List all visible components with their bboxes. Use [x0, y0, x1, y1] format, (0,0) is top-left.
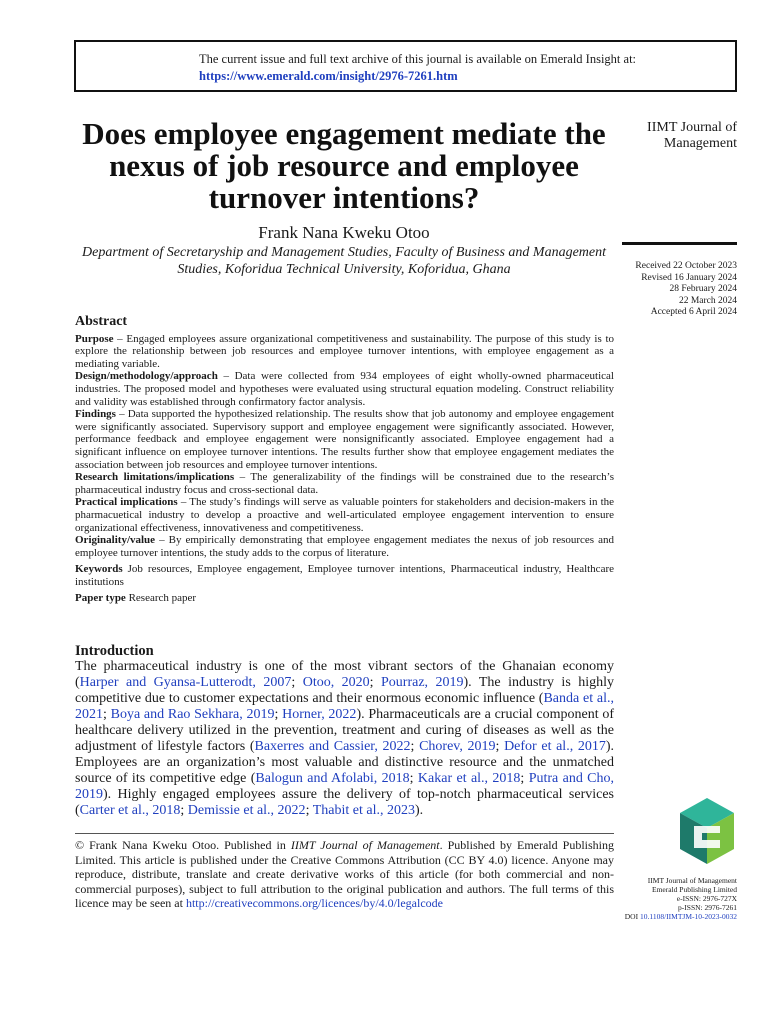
abstract-paper-type: [75, 592, 614, 605]
paper-type-label: Paper type: [75, 592, 126, 605]
abstract-heading: Abstract: [75, 314, 128, 329]
doi-link[interactable]: 10.1108/IIMTJM-10-2023-0032: [639, 912, 737, 921]
date-revised-3: 22 March 2024: [678, 295, 737, 306]
journal-name-line2: Management: [663, 136, 737, 151]
article-title: Does employee engagement mediate the nexus of job resource and employee turnover intentions?: [82, 116, 606, 215]
copyright-journal-name: IIMT Journal of Management: [290, 838, 440, 852]
citation-link[interactable]: Banda et al., 2021: [75, 691, 614, 722]
abstract-originality: [75, 534, 614, 559]
copyright-notice: [75, 838, 614, 911]
citation-sep: ;: [520, 771, 529, 786]
license-url-link[interactable]: http://creativecommons.org/licences/by/4.0/legalcode: [185, 896, 443, 910]
citation-link[interactable]: Demissie et al., 2022: [187, 803, 306, 818]
citation-sep: ;: [274, 707, 283, 722]
citation-link[interactable]: Defor et al., 2017: [504, 739, 606, 754]
abstract-findings: [75, 408, 614, 471]
citation-sep: ;: [409, 771, 418, 786]
copyright-paragraph: [75, 838, 614, 911]
date-revised-2: 28 February 2024: [669, 284, 737, 294]
limitations-label: Research limitations/implications: [75, 471, 235, 484]
author-affiliation: Department of Secretaryship and Management Studies, Faculty of Business and Management Studies, Koforidua Technical University, Koforidua, Ghana: [82, 245, 606, 277]
sidebar-divider: [622, 242, 737, 245]
pub-pissn: p-ISSN: 2976-7261: [678, 903, 737, 912]
intro-text-6: ).: [414, 803, 424, 818]
keywords-label: Keywords: [75, 563, 123, 576]
citation-link[interactable]: Harper and Gyansa-Lutterodt, 2007: [79, 675, 292, 690]
citation-sep: ;: [305, 803, 313, 818]
purpose-text: – Engaged employees assure organizational competitiveness and sustainability. The purpose of this study is to explore the relationship between job resources and employee turnover intentions, with employee engagement as a mediating variable.: [75, 332, 614, 370]
archive-url-link[interactable]: https://www.emerald.com/insight/2976-7261.htm: [199, 69, 458, 83]
citation-link[interactable]: Pourraz, 2019: [381, 675, 464, 690]
intro-text-2: ). The industry is highly competitive due to customer expectations and their enormous economic influence (: [75, 675, 614, 706]
intro-text-3: ). Pharmaceuticals are a crucial component of healthcare delivery utilized in the prevention, treatment and curing of diseases as well as the adjustment of lifestyle factors (: [75, 707, 614, 754]
date-revised-1: Revised 16 January 2024: [641, 272, 737, 283]
design-label: Design/methodology/approach: [75, 370, 218, 383]
keywords-text: Job resources, Employee engagement, Employee turnover intentions, Pharmaceutical industry, Healthcare institutions: [75, 563, 614, 588]
citation-link[interactable]: Putra and Cho, 2019: [75, 771, 615, 802]
introduction-paragraph: [75, 659, 614, 819]
citation-link[interactable]: Kakar et al., 2018: [417, 771, 521, 786]
author-name: Frank Nana Kweku Otoo: [258, 223, 430, 242]
footer-divider: [75, 833, 614, 834]
citation-sep: ;: [103, 707, 111, 722]
doi-label: DOI: [624, 912, 639, 921]
archive-notice-text: The current issue and full text archive of this journal is available on Emerald Insight at:: [199, 52, 637, 66]
intro-text-5: ). Highly engaged employees assure the delivery of top-notch pharmaceutical services (: [75, 787, 614, 818]
journal-name-side: [620, 120, 737, 152]
findings-label: Findings: [75, 408, 116, 421]
purpose-label: Purpose: [75, 332, 114, 345]
paper-type-text: Research paper: [125, 592, 197, 605]
citation-link[interactable]: Balogun and Afolabi, 2018: [255, 771, 410, 786]
abstract-design: [75, 370, 614, 408]
citation-link[interactable]: Boya and Rao Sekhara, 2019: [110, 707, 275, 722]
journal-name-line1: IIMT Journal of: [647, 120, 737, 135]
abstract-practical: [75, 496, 614, 534]
date-received: Received 22 October 2023: [635, 261, 737, 271]
practical-text: – The study’s findings will serve as valuable pointers for stakeholders and decision-makers in the pharmacuetical industry to develop a proactive and well-articulated employee engagement intervention to ensure organizational effectiveness, innovativeness and competitiveness.: [75, 496, 615, 534]
citation-link[interactable]: Thabit et al., 2023: [312, 803, 415, 818]
design-text: – Data were collected from 934 employees of eight wholly-owned pharmaceutical industries. The proposed model and hypotheses were evaluated using structural equation modeling. Construct reliability and validity was established through confirmatory factor analysis.: [75, 370, 614, 408]
introduction-heading: Introduction: [75, 643, 154, 659]
publication-info: [600, 876, 737, 921]
abstract-keywords: [75, 563, 614, 588]
date-accepted: Accepted 6 April 2024: [650, 307, 737, 317]
pub-publisher: Emerald Publishing Limited: [652, 885, 737, 894]
citation-link[interactable]: Baxerres and Cassier, 2022: [254, 739, 411, 754]
originality-label: Originality/value: [75, 534, 156, 547]
citation-sep: ;: [291, 675, 303, 690]
copyright-text-2: . Published by Emerald Publishing Limited. This article is published under the Creative Commons Attribution (CC BY 4.0) licence. Anyone may reproduce, distribute, translate and create derivative works of this article (for both commercial and non-commercial purposes), subject to full attribution to the original publication and authors. The full terms of this licence may be seen at: [75, 838, 614, 910]
pub-doi: [600, 912, 737, 921]
abstract-section: [75, 316, 614, 605]
limitations-text: – The generalizability of the findings will be constrained due to the research’s pharmaceutical industry focus and cross-sectional data.: [75, 471, 614, 496]
citation-link[interactable]: Carter et al., 2018: [79, 803, 181, 818]
abstract-limitations: [75, 471, 614, 496]
citation-sep: ;: [410, 739, 420, 754]
intro-text-1: The pharmaceutical industry is one of the most vibrant sectors of the Ghanaian economy (: [75, 659, 614, 690]
citation-sep: ;: [369, 675, 381, 690]
originality-text: – By empirically demonstrating that employee engagement mediates the nexus of job resources and employee turnover intentions, the study adds to the corpus of literature.: [75, 534, 614, 559]
copyright-text-1: © Frank Nana Kweku Otoo. Published in: [75, 838, 291, 852]
pub-journal: IIMT Journal of Management: [647, 876, 737, 885]
findings-text: – Data supported the hypothesized relationship. The results show that job autonomy and employee engagement were significantly associated. Supervisory support and employee engagement were significantly associated. However, performance feedback and employee engagement were nonsignificantly associated. Employee engagement had a significant influence on employee turnover intentions. The results further show that employee engagement mediates the association between job resources and employee turnover intentions.: [75, 408, 614, 471]
pub-eissn: e-ISSN: 2976-727X: [676, 894, 737, 903]
practical-label: Practical implications: [75, 496, 178, 509]
intro-text-4: ). Employees are an organization’s most valuable and distinctive resource and the unmatched source of its competitive edge (: [75, 739, 615, 786]
abstract-purpose: [75, 333, 614, 371]
citation-link[interactable]: Otoo, 2020: [302, 675, 370, 690]
citation-sep: ;: [495, 739, 505, 754]
citation-link[interactable]: Horner, 2022: [282, 707, 357, 722]
citation-sep: ;: [180, 803, 188, 818]
article-dates: [600, 261, 737, 319]
archive-notice-box: [74, 40, 737, 92]
introduction-section: [75, 643, 614, 819]
emerald-cube-logo: [676, 796, 738, 866]
citation-link[interactable]: Chorev, 2019: [419, 739, 496, 754]
